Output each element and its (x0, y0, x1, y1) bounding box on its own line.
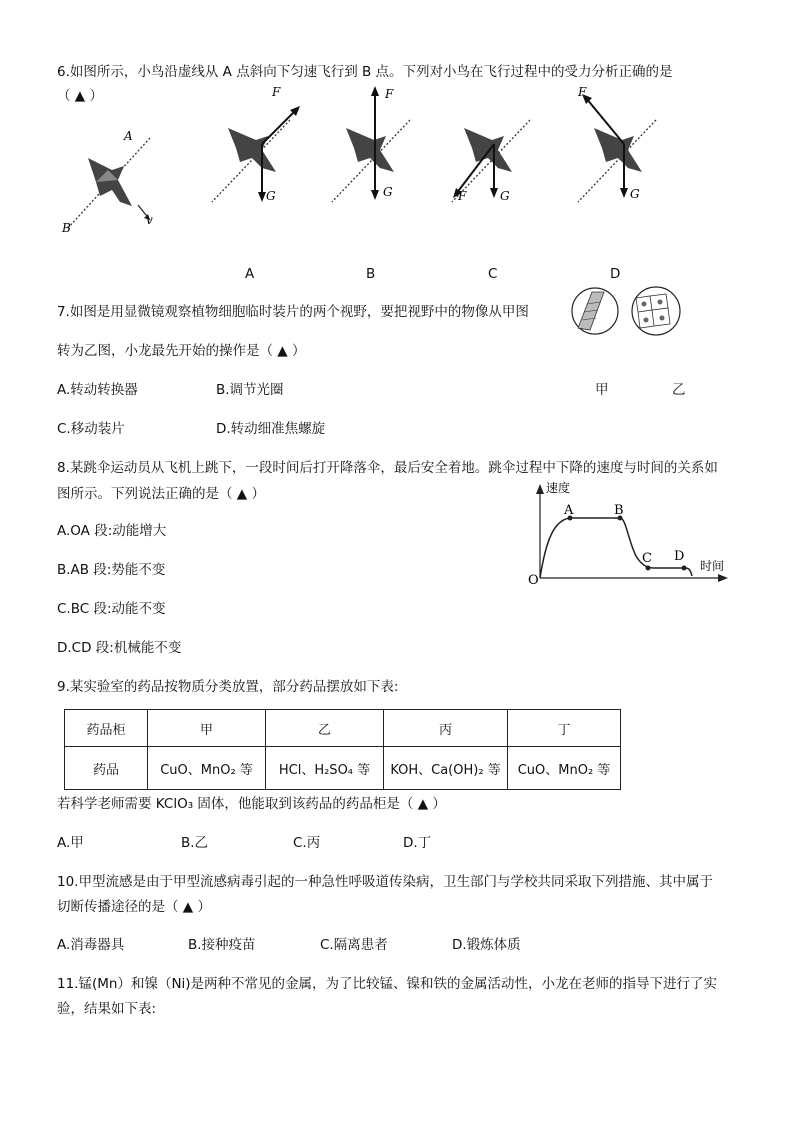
q8-point-C: C (642, 551, 652, 566)
table-row (65, 747, 621, 790)
table-cell: HCl、H₂SO₄ 等 (266, 747, 384, 790)
table-cell: CuO、MnO₂ 等 (508, 747, 621, 790)
q6-label-B: B (62, 221, 71, 235)
q8-graph-xlabel: 时间 (700, 559, 725, 573)
q7-option-C[interactable]: C.移动装片 (57, 421, 125, 437)
q6-stem-line2: （ ▲ ） (57, 88, 103, 104)
q6-stem-line1: 6.如图所示，小鸟沿虚线从 A 点斜向下匀速飞行到 B 点。下列对小鸟在飞行过程中的受力分析正确的是 (57, 64, 673, 80)
q8-point-B: B (614, 503, 624, 518)
q8-point-O: O (528, 573, 539, 588)
q6-option-D[interactable]: D (610, 266, 621, 282)
q9-option-C[interactable]: C.丙 (293, 835, 321, 851)
table-header-cell: 药品柜 (65, 710, 148, 747)
q6-A-label-G: G (266, 189, 276, 203)
table-header-cell: 丙 (384, 710, 508, 747)
q10-option-D[interactable]: D.锻炼体质 (452, 937, 521, 953)
q8-option-C[interactable]: C.BC 段:动能不变 (57, 601, 166, 617)
q6-option-C[interactable]: C (488, 266, 498, 282)
q8-stem-line1: 8.某跳伞运动员从飞机上跳下，一段时间后打开降落伞，最后安全着地。跳伞过程中下降的速度与时间的关系如 (57, 460, 718, 476)
q6-label-v: v (146, 213, 153, 227)
q9-drug-table (64, 709, 621, 790)
q7-stem-line2: 转为乙图，小龙最先开始的操作是（ ▲ ） (57, 343, 306, 359)
q6-C-label-F: F (458, 189, 467, 203)
table-header-cell: 甲 (148, 710, 266, 747)
q6-option-D-figure (577, 85, 656, 202)
q6-label-A: A (124, 129, 133, 143)
q6-option-C-figure (452, 120, 530, 203)
q8-point-D: D (674, 549, 685, 564)
q7-option-A[interactable]: A.转动转换器 (57, 382, 138, 398)
q10-option-A[interactable]: A.消毒器具 (57, 937, 125, 953)
q10-stem-line1: 10.甲型流感是由于甲型流感病毒引起的一种急性呼吸道传染病，卫生部门与学校共同采取下列措施、其中属于 (57, 874, 713, 890)
table-cell: 药品 (65, 747, 148, 790)
table-cell: CuO、MnO₂ 等 (148, 747, 266, 790)
q7-stem-line1: 7.如图是用显微镜观察植物细胞临时装片的两个视野，要把视野中的物像从甲图 (57, 304, 529, 320)
q10-option-B[interactable]: B.接种疫苗 (188, 937, 256, 953)
q6-A-label-F: F (272, 85, 281, 99)
q7-view-label-jia: 甲 (595, 382, 609, 398)
table-header-cell: 乙 (266, 710, 384, 747)
q8-option-D[interactable]: D.CD 段:机械能不变 (57, 640, 182, 656)
table-row (65, 710, 621, 747)
table-cell: KOH、Ca(OH)₂ 等 (384, 747, 508, 790)
q8-option-B[interactable]: B.AB 段:势能不变 (57, 562, 166, 578)
q6-option-A-figure (212, 85, 300, 203)
table-header-cell: 丁 (508, 710, 621, 747)
q6-option-B-figure (332, 86, 410, 202)
q7-view-yi (632, 287, 680, 335)
q6-B-label-G: G (383, 185, 393, 199)
q6-D-label-F: F (578, 85, 587, 99)
q10-stem-line2: 切断传播途径的是（ ▲ ） (57, 899, 211, 915)
q11-stem-line2: 验，结果如下表: (57, 1001, 157, 1017)
q11-stem-line1: 11.锰(Mn）和镍（Ni)是两种不常见的金属，为了比较锰、镍和铁的金属活动性，小龙在老师的指导下进行了实 (57, 976, 718, 992)
q8-stem-line2: 图所示。下列说法正确的是（ ▲ ） (57, 486, 265, 502)
q7-option-D[interactable]: D.转动细准焦螺旋 (216, 421, 326, 437)
q7-view-label-yi: 乙 (672, 382, 686, 398)
q6-B-label-F: F (385, 87, 394, 101)
q9-option-A[interactable]: A.甲 (57, 835, 84, 851)
q10-option-C[interactable]: C.隔离患者 (320, 937, 388, 953)
q7-option-B[interactable]: B.调节光圈 (216, 382, 284, 398)
q9-stem: 9.某实验室的药品按物质分类放置，部分药品摆放如下表: (57, 679, 399, 695)
q9-option-D[interactable]: D.丁 (403, 835, 432, 851)
q8-graph-ylabel: 速度 (546, 481, 571, 495)
q6-option-A[interactable]: A (245, 266, 255, 282)
q7-view-jia (572, 288, 618, 334)
q6-option-B[interactable]: B (366, 266, 376, 282)
q6-D-label-G: G (630, 187, 640, 201)
q8-option-A[interactable]: A.OA 段:动能增大 (57, 523, 167, 539)
q9-question: 若科学老师需要 KClO₃ 固体，他能取到该药品的药品柜是（ ▲ ） (57, 796, 446, 812)
q6-main-bird (61, 129, 153, 235)
q8-velocity-graph (524, 480, 734, 590)
q7-microscope-views (570, 284, 690, 344)
q9-option-B[interactable]: B.乙 (181, 835, 209, 851)
q6-C-label-G: G (500, 189, 510, 203)
q8-point-A: A (564, 503, 574, 518)
q6-bird-figure (0, 85, 794, 310)
